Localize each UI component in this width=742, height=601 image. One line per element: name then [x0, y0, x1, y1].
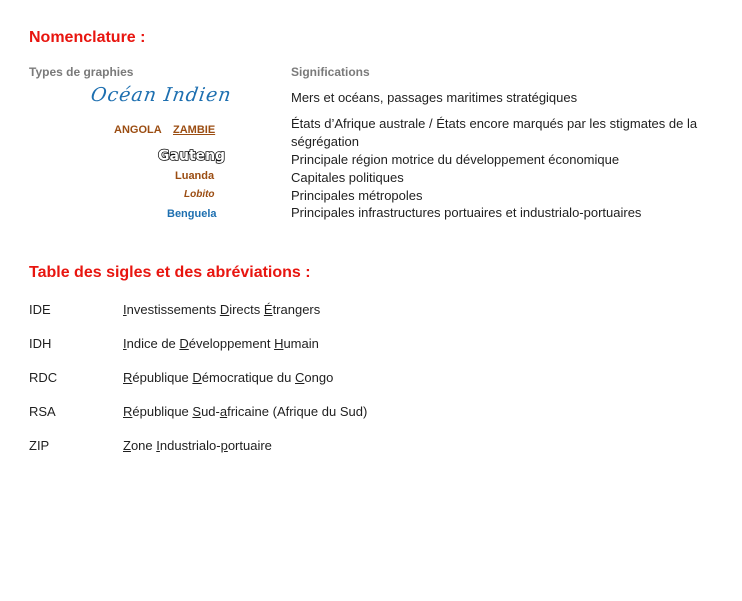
meaning-driving-region: Principale région motrice du développement économique: [291, 152, 620, 167]
sample-ocean-label: Océan Indien: [89, 84, 234, 106]
meaning-states-line1: États d’Afrique australe / États encore marqués par les stigmates de la: [291, 116, 698, 131]
sample-lobito-label: Lobito: [184, 189, 215, 200]
abbreviation-code: RDC: [29, 370, 58, 385]
meaning-seas: Mers et océans, passages maritimes stratégiques: [291, 90, 578, 105]
abbreviation-definition: Indice de Développement Humain: [123, 336, 319, 351]
nomenclature-title: Nomenclature :: [29, 29, 146, 46]
abbreviation-code: ZIP: [29, 438, 50, 453]
sample-zambie-label: ZAMBIE: [173, 124, 216, 136]
meaning-states-line2: ségrégation: [291, 134, 359, 149]
abbreviations-title: Table des sigles et des abréviations :: [29, 264, 311, 281]
meaning-metropoles: Principales métropoles: [291, 188, 423, 203]
abbreviation-definition: République Sud-africaine (Afrique du Sud): [123, 404, 368, 419]
abbreviation-definition: Zone Industrialo-portuaire: [123, 438, 272, 453]
abbreviation-code: RSA: [29, 404, 56, 419]
abbreviation-definition: Investissements Directs Étrangers: [123, 302, 321, 317]
column-header-graphics: Types de graphies: [29, 65, 134, 79]
meaning-capitals: Capitales politiques: [291, 170, 404, 185]
sample-luanda-label: Luanda: [175, 170, 215, 182]
meaning-ports: Principales infrastructures portuaires et industrialo-portuaires: [291, 205, 642, 220]
sample-gauteng-label: Gauteng: [158, 148, 226, 164]
sample-angola-label: ANGOLA: [114, 124, 162, 136]
abbreviation-code: IDH: [29, 336, 52, 351]
sample-benguela-label: Benguela: [167, 208, 217, 220]
abbreviation-definition: République Démocratique du Congo: [123, 370, 334, 385]
abbreviation-code: IDE: [29, 302, 51, 317]
column-header-meanings: Significations: [291, 65, 370, 79]
